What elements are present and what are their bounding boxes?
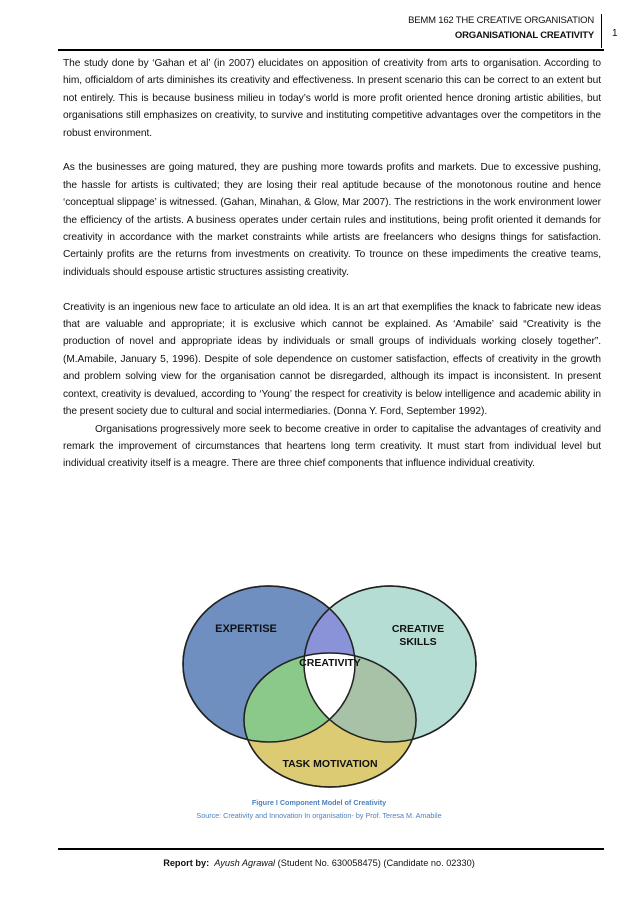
paragraph-2: As the businesses are going matured, they are pushing more towards profits and markets. Due to excessive pushing, the hassle for artists is cultivated; they are losing their real aptitude because of the monotonous routine and hence ‘conceptual slippage’ is witnessed. (Gahan, Minahan, & Glow, Mar 2007). The restrictions in the work environment lower the efficiency of the artists. A business operates under certain rules and institutions, being profit oriented it demands for creativity in accordance with the market constraints while artists are freelancers who designs things for satisfaction. Certainly profits are the returns from investments on creativity. To trounce on these impediments the creative teams, individuals should espouse artistic structures assisting creativity. xyxy=(63,162,601,278)
header-section-title: ORGANISATIONAL CREATIVITY xyxy=(454,30,594,41)
header-rule xyxy=(58,49,604,51)
label-expertise: EXPERTISE xyxy=(215,623,277,635)
paragraph-1: The study done by ‘Gahan et al’ (in 2007) elucidates on apposition of creativity from arts to organisation. According to him, officialdom of arts diminishes its creativity and effectiveness. In present scenario this can be correct to an extent but not entirely. This is because business milieu in today’s world is more profit oriented hence droning artistic abilities, but organisations still emphasizes on creativity, to survive and instituting competitive advantages over the competitors in the robust environment. xyxy=(63,58,601,139)
header-divider xyxy=(601,14,602,48)
header-course-title: BEMM 162 THE CREATIVE ORGANISATION xyxy=(408,15,594,26)
label-creativity: CREATIVITY xyxy=(299,657,361,669)
footer-details: (Student No. 630058475) (Candidate no. 02330) xyxy=(275,858,475,868)
paragraph-4: Organisations progressively more seek to become creative in order to capitalise the advantages of creativity and remark the improvement of circumstances that heartens long term creativity. It must start from individual level but individual creativity itself is a meagre. There are three chief components that influence individual creativity. xyxy=(63,423,601,470)
figure-caption-title: Figure I Component Model of Creativity xyxy=(251,798,387,807)
venn-diagram xyxy=(178,582,481,790)
label-skills: SKILLS xyxy=(399,636,437,648)
footer-rule xyxy=(58,848,604,850)
page-number: 1 xyxy=(612,28,618,39)
figure-caption-source: Source: Creativity and Innovation In organisation- by Prof. Teresa M. Amabile xyxy=(196,811,442,820)
footer-prefix: Report by: xyxy=(163,858,210,868)
footer-author: Ayush Agrawal xyxy=(214,858,276,868)
document-body xyxy=(63,55,601,473)
label-task-motivation: TASK MOTIVATION xyxy=(282,758,378,770)
label-creative: CREATIVE xyxy=(391,623,445,635)
page-header xyxy=(408,13,594,43)
page-footer xyxy=(0,858,638,868)
paragraph-3: Creativity is an ingenious new face to articulate an old idea. It is an art that exemplifies the knack to fabricate new ideas that are valuable and appropriate; it is exclusive which cannot be explained. As ‘Amabile’ said “Creativity is the production of novel and appropriate ideas by individuals or small groups of individuals working closely together”. (M.Amabile, January 5, 1996). Despite of sole dependence on customer satisfaction, effects of creativity in the growth and problem solving view for the organisation cannot be disregarded, although its impact is inconsistent. In present context, creativity is devalued, according to ‘Young’ the respect for creativity is below intelligence and academic ability in the present society due to cultural and social intermediaries. (Donna Y. Ford, September 1992). xyxy=(63,301,601,418)
